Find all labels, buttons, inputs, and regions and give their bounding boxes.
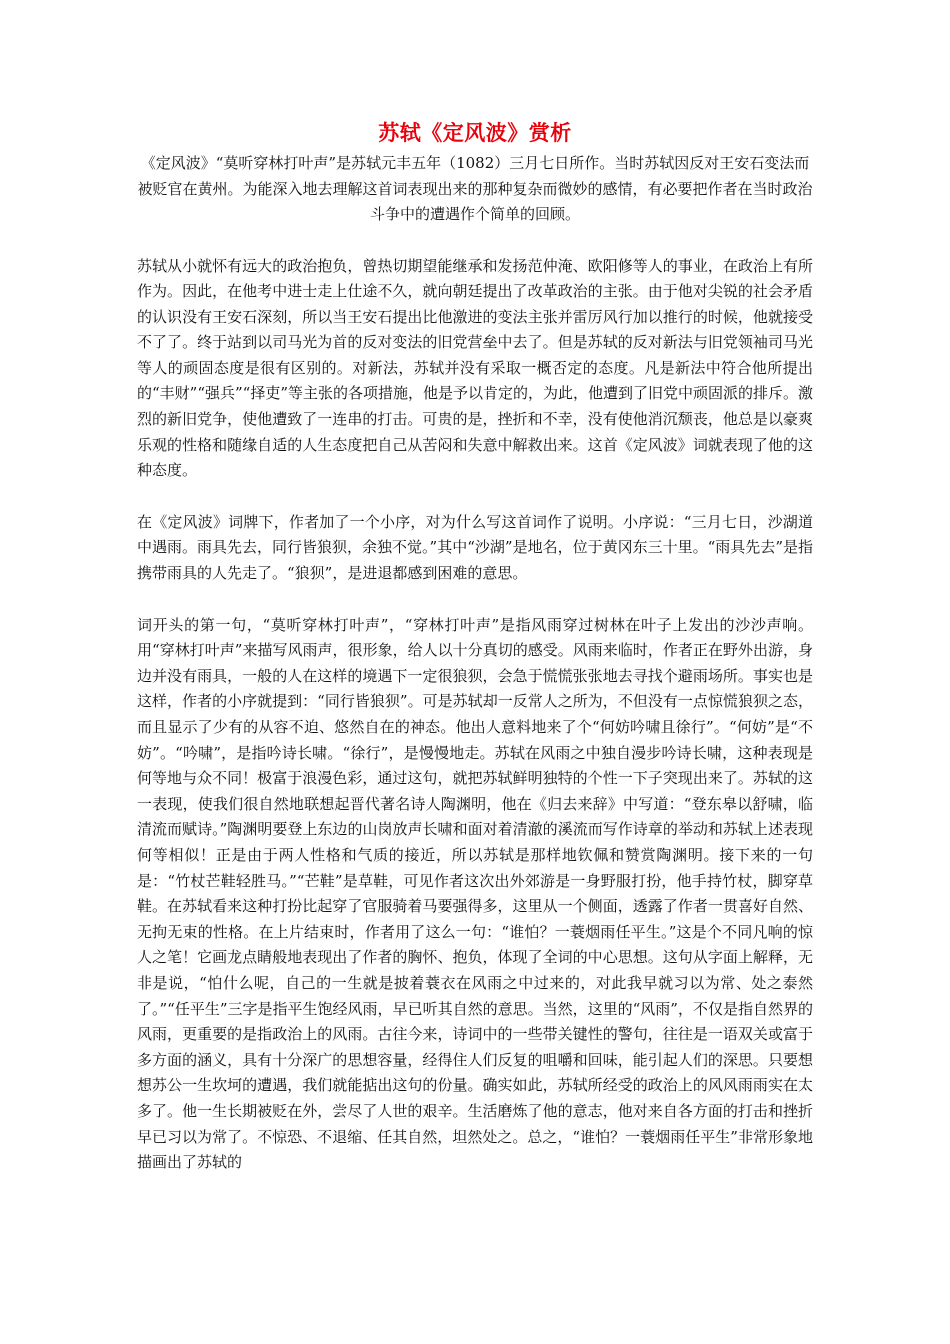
body-paragraph: 在《定风波》词牌下，作者加了一个小序，对为什么写这首词作了说明。小序说：“三月七日，沙湖道中遇雨。雨具先去，同行皆狼狈，余独不觉。”其中“沙湖”是地名，位于黄冈东三十里。“雨具先去”是指携带雨具的人先走了。“狼狈”，是进退都感到困难的意思。 [137, 512, 813, 583]
document-title: 苏轼《定风波》赏析 [378, 120, 572, 145]
intro-paragraph: 《定风波》“莫听穿林打叶声”是苏轼元丰五年（1082）三月七日所作。当时苏轼因反对王安石变法而被贬官在黄州。为能深入地去理解这首词表现出来的那种复杂而微妙的感情，有必要把作者在当时政治斗争中的遭遇作个简单的回顾。 [137, 154, 813, 223]
paragraph-spacer [137, 228, 813, 254]
body-paragraph: 苏轼从小就怀有远大的政治抱负，曾热切期望能继承和发扬范仲淹、欧阳修等人的事业，在政治上有所作为。因此，在他考中进士走上仕途不久，就向朝廷提出了改革政治的主张。由于他对尖锐的社会矛盾的认识没有王安石深刻，所以当王安石提出比他激进的变法主张并雷厉风行加以推行的时候，他就接受不了了。终于站到以司马光为首的反对变法的旧党营垒中去了。但是苏轼的反对新法与旧党领袖司马光等人的顽固态度是很有区别的。对新法，苏轼并没有采取一概否定的态度。凡是新法中符合他所提出的“丰财”“强兵”“择吏”等主张的各项措施，他是予以肯定的，为此，他遭到了旧党中顽固派的排斥。激烈的新旧党争，使他遭致了一连串的打击。可贵的是，挫折和不幸，没有使他消沉颓丧，他总是以豪爽乐观的性格和随缘自适的人生态度把自己从苦闷和失意中解救出来。这首《定风波》词就表现了他的这种态度。 [137, 256, 814, 480]
body-paragraph: 词开头的第一句，“莫听穿林打叶声”，“穿林打叶声”是指风雨穿过树林在叶子上发出的沙沙声响。用“穿林打叶声”来描写风雨声，很形象，给人以十分真切的感受。风雨来临时，作者正在野外出游，身边并没有雨具，一般的人在这样的境遇下一定很狼狈，会急于慌慌张张地去寻找个避雨场所。事实也是这样，作者的小序就提到：“同行皆狼狈”。可是苏轼却一反常人之所为，不但没有一点惊慌狼狈之态，而且显示了少有的从容不迫、悠然自在的神态。他出人意料地来了个“何妨吟啸且徐行”。“何妨”是“不妨”。“吟啸”，是指吟诗长啸。“徐行”，是慢慢地走。苏轼在风雨之中独自漫步吟诗长啸，这种表现是何等地与众不同！极富于浪漫色彩，通过这句，就把苏轼鲜明独特的个性一下子突现出来了。苏轼的这一表现，使我们很自然地联想起晋代著名诗人陶渊明，他在《归去来辞》中写道：“登东皋以舒啸，临清流而赋诗。”陶渊明要登上东边的山岗放声长啸和面对着清澈的溪流而写作诗章的举动和苏轼上述表现何等相似！正是由于两人性格和气质的接近，所以苏轼是那样地钦佩和赞赏陶渊明。接下来的一句是：“竹杖芒鞋轻胜马。”“芒鞋”是草鞋，可见作者这次出外郊游是一身野服打扮，他手持竹杖，脚穿草鞋。在苏轼看来这种打扮比起穿了官服骑着马要强得多，这里从一个侧面，透露了作者一贯喜好自然、无拘无束的性格。在上片结束时，作者用了这么一句：“谁怕？一蓑烟雨任平生。”这是个不同凡响的惊人之笔！它画龙点睛般地表现出了作者的胸怀、抱负，体现了全词的中心思想。这句从字面上解释，无非是说，“怕什么呢，自己的一生就是披着蓑衣在风雨之中过来的，对此我早就习以为常、处之泰然了。”“任平生”三字是指平生饱经风雨，早已听其自然的意思。当然，这里的“风雨”，不仅是指自然界的风雨，更重要的是指政治上的风雨。古往今来，诗词中的一些带关键性的警句，往往是一语双关或富于多方面的涵义，具有十分深广的思想容量，经得住人们反复的咀嚼和回味，能引起人们的深思。只要想想苏公一生坎坷的遭遇，我们就能掂出这句的份量。确实如此，苏轼所经受的政治上的风风雨雨实在太多了。他一生长期被贬在外，尝尽了人世的艰辛。生活磨炼了他的意志，他对来自各方面的打击和挫折早已习以为常了。不惊恐、不退缩、任其自然，坦然处之。总之，“谁怕？一蓑烟雨任平生”非常形象地描画出了苏轼的 [137, 615, 813, 1172]
paragraph-spacer [137, 587, 813, 613]
paragraph-spacer [137, 484, 813, 510]
document-page [137, 118, 813, 1176]
